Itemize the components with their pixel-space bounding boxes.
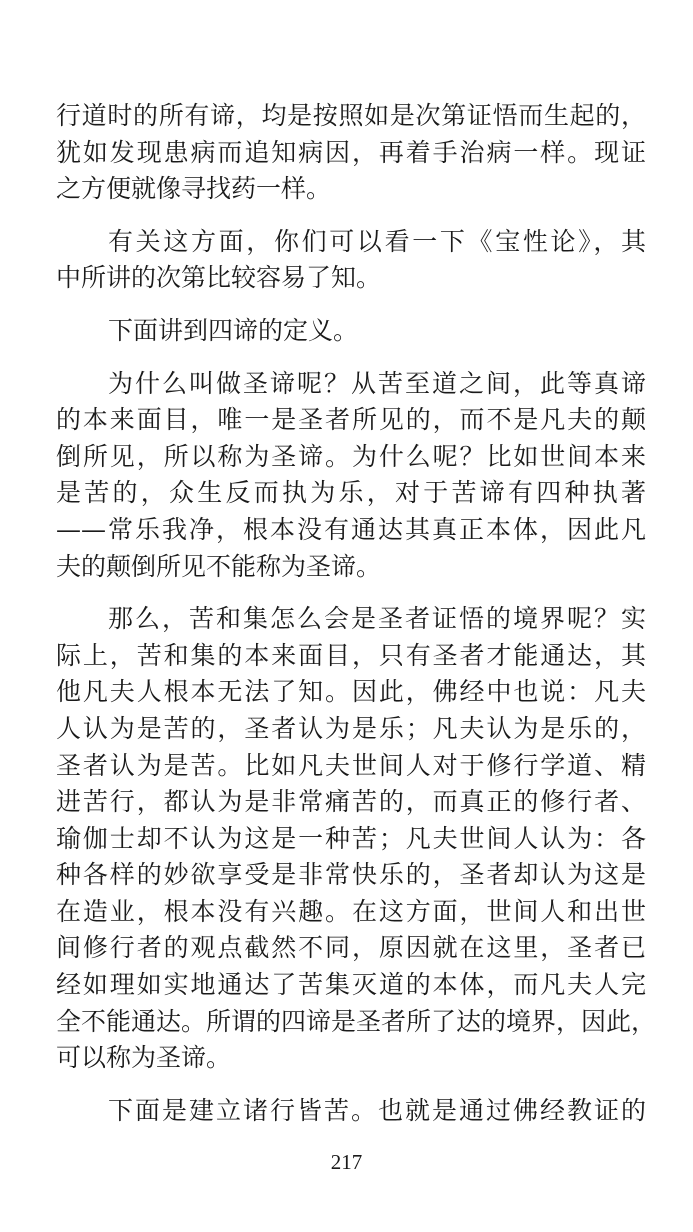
- page-body: [56, 98, 657, 1129]
- text-line: ——常乐我净，根本没有通达其真正本体，因此凡: [56, 514, 646, 544]
- text-line: 下面是建立诸行皆苦。也就是通过佛经教证的: [108, 1095, 646, 1125]
- text-line: 进苦行，都认为是非常痛苦的，而真正的修行者、: [56, 787, 646, 817]
- text-line: 人认为是苦的，圣者认为是乐；凡夫认为是乐的，: [56, 713, 646, 743]
- paragraph-2: [56, 224, 646, 297]
- paragraph-5: [56, 601, 657, 1077]
- paragraph-6: [56, 1093, 646, 1130]
- text-line: 间修行者的观点截然不同，原因就在这里，圣者已: [56, 933, 646, 963]
- text-line: 瑜伽士却不认为这是一种苦；凡夫世间人认为：各: [56, 823, 646, 853]
- text-line: 经如理如实地通达了苦集灭道的本体，而凡夫人完: [56, 970, 646, 1000]
- text-line: 种各样的妙欲享受是非常快乐的，圣者却认为这是: [56, 860, 646, 890]
- text-line: 为什么叫做圣谛呢？从苦至道之间，此等真谛: [108, 368, 646, 398]
- paragraph-3: [56, 313, 646, 350]
- page-number: 217: [330, 1150, 363, 1174]
- paragraph-1: [56, 98, 646, 208]
- text-line: 之方便就像寻找药一样。: [56, 174, 332, 204]
- text-line: 的本来面目，唯一是圣者所见的，而不是凡夫的颠: [56, 405, 646, 435]
- text-line: 是苦的，众生反而执为乐，对于苦谛有四种执著: [56, 478, 646, 508]
- text-line: 那么，苦和集怎么会是圣者证悟的境界呢？实: [108, 604, 646, 634]
- text-line: 他凡夫人根本无法了知。因此，佛经中也说：凡夫: [56, 677, 646, 707]
- text-line: 在造业，根本没有兴趣。在这方面，世间人和出世: [56, 896, 646, 926]
- text-line: 圣者认为是苦。比如凡夫世间人对于修行学道、精: [56, 750, 646, 780]
- paragraph-4: [56, 366, 646, 586]
- text-line: 全不能通达。所谓的四谛是圣者所了达的境界，因此，: [56, 1006, 657, 1036]
- text-line: 行道时的所有谛，均是按照如是次第证悟而生起的，: [56, 101, 646, 130]
- text-line: 可以称为圣谛。: [56, 1043, 232, 1073]
- text-line: 下面讲到四谛的定义。: [108, 315, 359, 345]
- text-line: 犹如发现患病而追知病因，再着手治病一样。现证: [56, 137, 646, 167]
- text-line: 夫的颠倒所见不能称为圣谛。: [56, 551, 382, 581]
- text-line: 际上，苦和集的本来面目，只有圣者才能通达，其: [56, 640, 646, 670]
- text-line: 有关这方面，你们可以看一下《宝性论》，其: [108, 226, 646, 256]
- text-line: 倒所见，所以称为圣谛。为什么呢？比如世间本来: [56, 441, 646, 471]
- text-line: 中所讲的次第比较容易了知。: [56, 263, 382, 293]
